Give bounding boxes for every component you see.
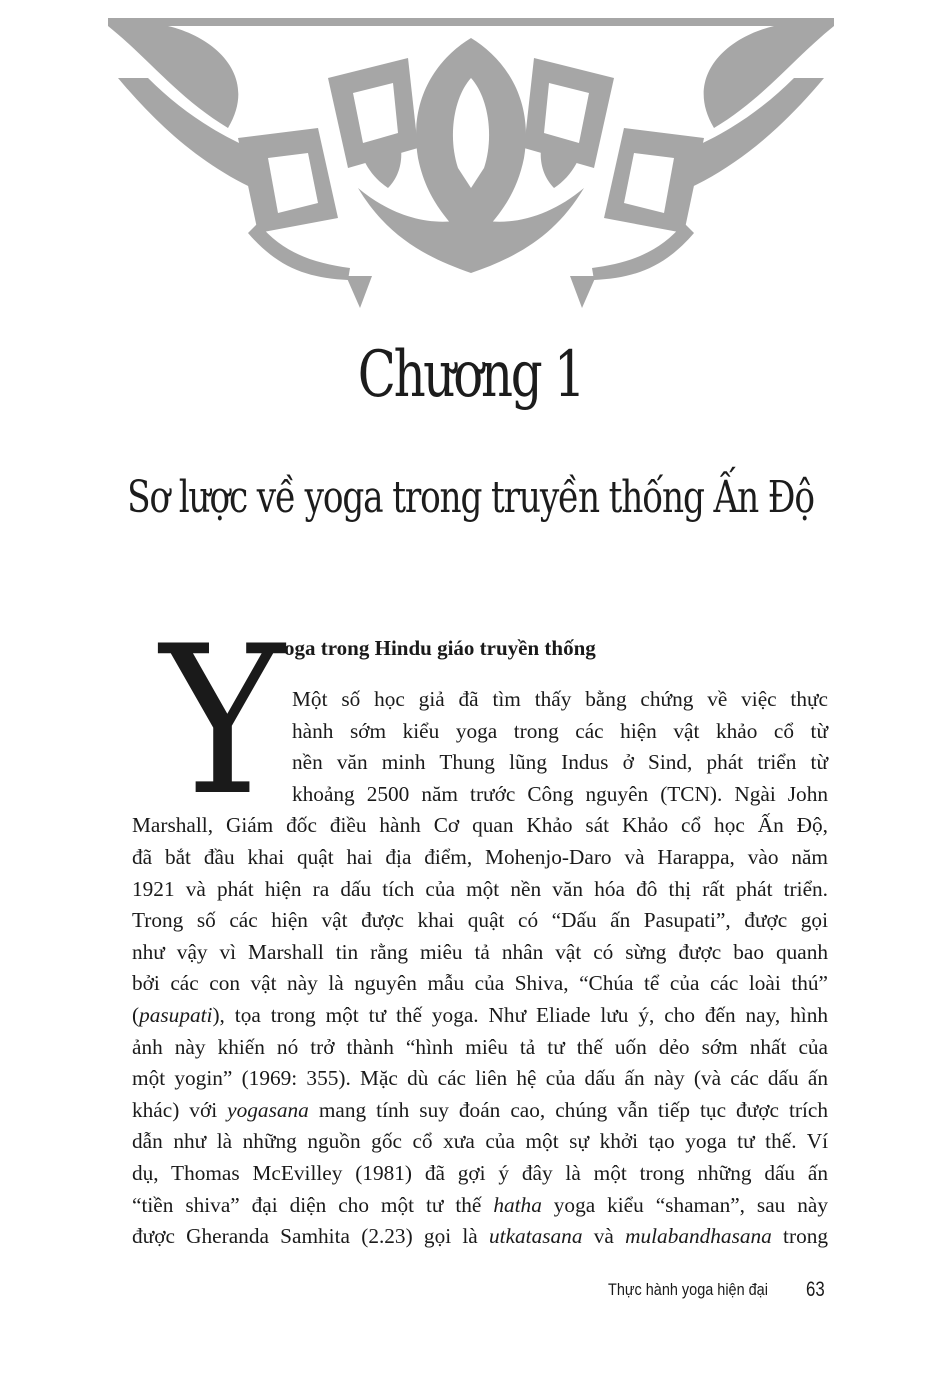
- body-line: [132, 968, 828, 999]
- body-line: [132, 1032, 828, 1063]
- body-line: [292, 747, 828, 778]
- body-text-run: được Gheranda Samhita (2.23) gọi là: [132, 1224, 490, 1249]
- body-text-run: dụ, Thomas McEvilley (1981) đã gợi ý đây là một trong những dấu ấn: [132, 1161, 828, 1185]
- chapter-subtitle: Sơ lược về yoga trong truyền thống Ấn Độ: [127, 472, 814, 523]
- section-heading: oga trong Hindu giáo truyền thống: [284, 636, 596, 660]
- body-line: [132, 1095, 828, 1126]
- running-footer-title: Thực hành yoga hiện đại: [608, 1280, 768, 1299]
- body-line: [132, 842, 828, 873]
- body-text-run: và: [582, 1224, 626, 1249]
- body-line: [132, 1221, 828, 1252]
- mandala-ornament-icon: [108, 18, 834, 318]
- body-text-run: hành sớm kiểu yoga trong các hiện vật khảo cổ từ: [292, 718, 828, 743]
- italic-term: utkatasana: [489, 1224, 583, 1249]
- body-line: [132, 1126, 828, 1157]
- body-line: [292, 779, 828, 810]
- body-line: [132, 937, 828, 968]
- body-text-run: “tiền shiva” đại diện cho một tư thế: [132, 1192, 494, 1217]
- body-line: [132, 1158, 828, 1189]
- body-line: [132, 1190, 828, 1221]
- body-line: [132, 1000, 828, 1031]
- italic-term: pasupati: [139, 1003, 213, 1027]
- body-line: [292, 684, 828, 715]
- body-text-run: Marshall, Giám đốc điều hành Cơ quan Khảo sát Khảo cổ học Ấn Độ,: [132, 813, 828, 838]
- body-text-run: một yogin” (1969: 355). Mặc dù các liên hệ của dấu ấn này (và các dấu ấn: [132, 1066, 828, 1091]
- body-text-run: trong: [771, 1224, 829, 1249]
- body-text-run: (: [132, 1003, 140, 1027]
- body-text-run: dẫn như là những nguồn gốc cổ xưa của một sự khởi tạo yoga tư thế. Ví: [132, 1129, 828, 1154]
- body-text-run: bởi các con vật này là nguyên mẫu của Shiva, “Chúa tể của các loài thú”: [132, 971, 828, 996]
- body-text-run: khoảng 2500 năm trước Công nguyên (TCN). Ngài John: [292, 781, 828, 806]
- body-line: [292, 716, 828, 747]
- body-text-run: Một số học giả đã tìm thấy bằng chứng về việc thực: [292, 687, 828, 711]
- body-text-run: đã bắt đầu khai quật hai địa điểm, Mohenjo-Daro và Harappa, vào năm: [132, 845, 828, 869]
- body-text-run: yoga kiểu “shaman”, sau này: [541, 1192, 829, 1217]
- body-line: [132, 874, 828, 905]
- body-line: [132, 905, 828, 936]
- chapter-title: Chương 1: [357, 338, 584, 412]
- italic-term: yogasana: [227, 1097, 309, 1122]
- body-line: [132, 1063, 828, 1094]
- dropcap-letter: Y: [160, 603, 285, 841]
- page-number: 63: [806, 1278, 825, 1301]
- body-text-run: ), tọa trong một tư thế yoga. Như Eliade lưu ý, cho đến nay, hình: [212, 1003, 828, 1027]
- body-text-run: Trong số các hiện vật được khai quật có “Dấu ấn Pasupati”, được gọi: [132, 908, 828, 933]
- body-text-run: khác) với: [132, 1097, 228, 1122]
- italic-term: mulabandhasana: [625, 1224, 772, 1249]
- body-text-run: như vậy vì Marshall tin rằng miêu tả nhân vật có sừng được bao quanh: [132, 939, 828, 964]
- body-text-run: mang tính suy đoán cao, chúng vẫn tiếp tục được trích: [308, 1097, 828, 1122]
- italic-term: hatha: [493, 1192, 542, 1217]
- body-line: [132, 810, 828, 841]
- body-text-run: ảnh này khiến nó trở thành “hình miêu tả tư thế uốn dẻo sớm nhất của: [132, 1034, 828, 1059]
- body-text-run: nền văn minh Thung lũng Indus ở Sind, phát triển từ: [292, 750, 828, 775]
- body-text-run: 1921 và phát hiện ra dấu tích của một nền văn hóa đô thị rất phát triển.: [132, 876, 828, 901]
